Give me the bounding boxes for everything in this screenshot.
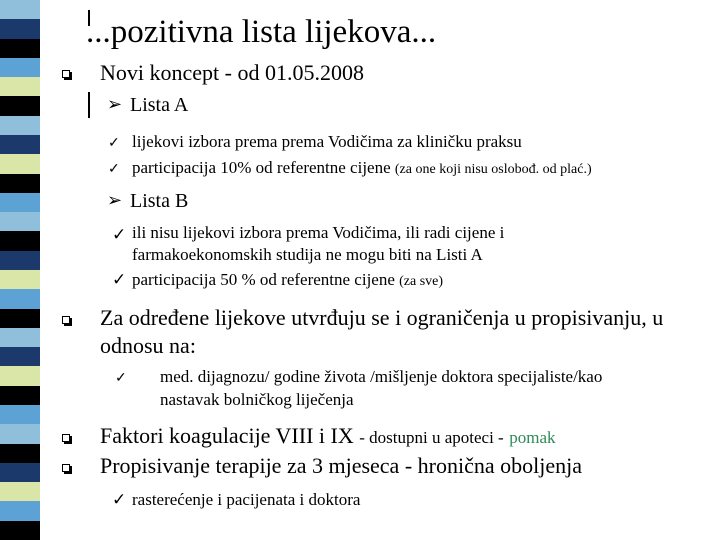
odredene-sub-line1: med. dijagnozu/ godine života /mišljenje doktora specijaliste/kao (160, 367, 603, 386)
propisivanje-sub: rasterećenje i pacijenata i doktora (132, 490, 361, 509)
strip-block (0, 482, 40, 502)
strip-block (0, 463, 40, 483)
item-propisivanje: Propisivanje terapije za 3 mjeseca - hronična oboljenja (100, 453, 582, 478)
slide-title: ...pozitivna lista lijekova... (86, 14, 437, 50)
strip-block (0, 154, 40, 174)
lista-b-sub1-line1: ili nisu lijekovi izbora prema Vodičima, ili radi cijene i (132, 223, 505, 242)
strip-block (0, 19, 40, 39)
square-bullet-icon (62, 434, 70, 442)
strip-block (0, 135, 40, 155)
item-odredene-line2: odnosu na: (100, 333, 196, 358)
item-lista-b: Lista B (130, 190, 189, 212)
strip-block (0, 193, 40, 213)
lista-b-sub2: participacija 50 % od referentne cijene (za sve) (132, 270, 444, 289)
strip-block (0, 328, 40, 348)
check-bullet-icon: ✓ (115, 371, 127, 386)
lista-b-sub1-line2: farmakoekonomskih studija ne mogu biti na Listi A (132, 245, 483, 264)
item-lista-a: Lista A (130, 94, 189, 116)
check-bullet-icon: ✓ (112, 270, 127, 289)
strip-block (0, 309, 40, 329)
strip-block (0, 521, 40, 540)
strip-block (0, 501, 40, 521)
item-novi-koncept: Novi koncept - od 01.05.2008 (100, 60, 364, 85)
arrow-bullet-icon: ➢ (107, 190, 123, 210)
lista-a-sub2: participacija 10% od referentne cijene (za one koji nisu oslobođ. od plać.) (132, 158, 592, 177)
strip-block (0, 386, 40, 406)
strip-block (0, 116, 40, 136)
strip-block (0, 270, 40, 290)
strip-block (0, 0, 40, 20)
strip-block (0, 58, 40, 78)
decorative-side-strip (0, 0, 40, 540)
check-bullet-icon: ✓ (112, 225, 127, 244)
square-bullet-icon (62, 464, 70, 472)
strip-block (0, 174, 40, 194)
strip-block (0, 347, 40, 367)
check-bullet-icon: ✓ (108, 162, 120, 177)
check-bullet-icon: ✓ (112, 490, 127, 509)
arrow-bullet-icon: ➢ (107, 94, 123, 114)
square-bullet-icon (62, 316, 70, 324)
lista-a-accent-bar (88, 92, 90, 118)
strip-block (0, 77, 40, 97)
strip-block (0, 212, 40, 232)
strip-block (0, 289, 40, 309)
check-bullet-icon: ✓ (108, 136, 120, 151)
square-bullet-icon (62, 70, 70, 78)
strip-block (0, 405, 40, 425)
item-odredene-line1: Za određene lijekove utvrđuju se i ograničenja u propisivanju, u (100, 305, 664, 330)
lista-a-sub1: lijekovi izbora prema prema Vodičima za kliničku praksu (132, 132, 522, 151)
strip-block (0, 39, 40, 59)
odredene-sub-line2: nastavak bolničkog liječenja (160, 390, 354, 409)
strip-block (0, 251, 40, 271)
strip-block (0, 444, 40, 464)
strip-block (0, 96, 40, 116)
strip-block (0, 424, 40, 444)
item-faktori: Faktori koagulacije VIII i IX - dostupni u apoteci - pomak (100, 423, 556, 448)
strip-block (0, 231, 40, 251)
strip-block (0, 366, 40, 386)
